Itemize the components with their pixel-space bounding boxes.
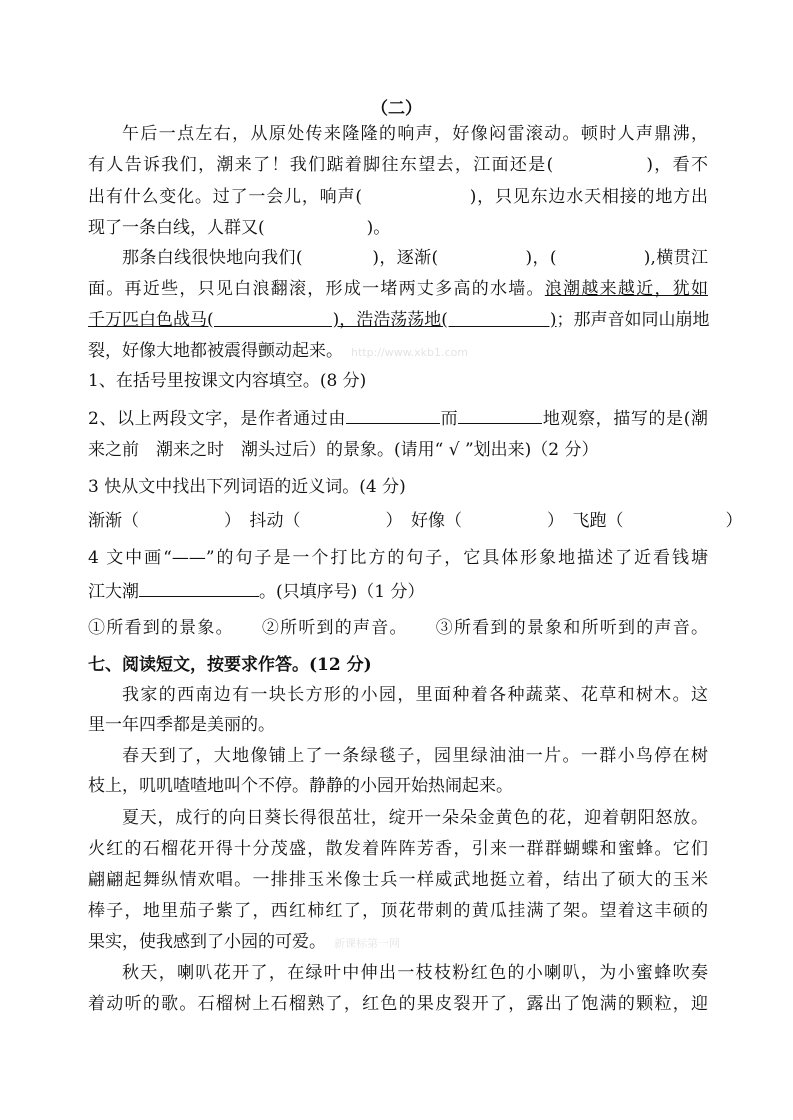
question-4: 4 文中画“——”的句子是一个打比方的句子，它具体形象地描述了近看钱塘 [88, 548, 708, 568]
question-2: 2、以上两段文字，是作者通过由 而 地观察，描写的是(潮 [88, 405, 708, 432]
question-4-cont: 江大潮 。(只填序号)（1 分） [88, 578, 708, 605]
question-2-cont: 来之前 潮来之时 潮头过后）的景象。(请用“ √ ”划出来)（2 分） [88, 440, 599, 460]
question-3-words: 渐渐（ ） 抖动（ ） 好像（ ） 飞跑（ ） [88, 511, 743, 531]
reading-line: 里一年四季都是美丽的。 [88, 715, 275, 735]
reading-line: 枝上，叽叽喳喳地叫个不停。静静的小园开始热闹起来。 [88, 776, 513, 796]
passage-line: 出有什么变化。过了一会儿，响声( )，只见东边水天相接的地方出 [88, 187, 708, 207]
watermark: http://www.xkb1.com [351, 346, 469, 359]
question-1: 1、在括号里按课文内容填空。(8 分) [88, 371, 367, 391]
reading-line: 秋天，喇叭花开了，在绿叶中伸出一枝枝粉红色的小喇叭，为小蜜蜂吹奏 [122, 963, 708, 983]
passage-line: 那条白线很快地向我们( )，逐渐( )，( ),横贯江 [122, 248, 708, 268]
simile-underline: 浪潮越来越近，犹如 [544, 279, 709, 299]
watermark: 新课标第一网 [334, 937, 400, 950]
reading-line: 我家的西南边有一块长方形的小园，里面种着各种蔬菜、花草和树木。这 [122, 685, 708, 705]
reading-line: 夏天，成行的向日葵长得很茁壮，绽开一朵朵金黄色的花，迎着朝阳怒放。 [122, 808, 708, 828]
answer-blank[interactable] [458, 405, 542, 424]
section-title: （二） [371, 99, 422, 119]
reading-line: 火红的石榴花开得十分茂盛，散发着阵阵芳香，引来一群群蝴蝶和蜜蜂。它们 [88, 839, 708, 859]
reading-line: 果实，使我感到了小园的可爱。 新课标第一网 [88, 932, 400, 952]
passage-line: 裂，好像大地都被震得颤动起来。 http://www.xkb1.com [88, 341, 469, 361]
simile-underline: 千万匹白色战马( )，浩浩荡荡地( ) [88, 310, 557, 330]
passage-line: 现了一条白线，人群又( )。 [88, 218, 391, 238]
reading-line: 春天到了，大地像铺上了一条绿毯子，园里绿油油一片。一群小鸟停在树 [122, 746, 708, 766]
passage-line: 千万匹白色战马( )，浩浩荡荡地( )；那声音如同山崩地 [88, 310, 710, 330]
passage-line: 有人告诉我们，潮来了！我们踮着脚往东望去，江面还是( )，看不 [88, 155, 708, 175]
answer-blank[interactable] [346, 405, 440, 424]
reading-line: 翩翩起舞纵情欢唱。一排排玉米像士兵一样威武地挺立着，结出了硕大的玉米 [88, 870, 708, 890]
passage-line: 面。再近些，只见白浪翻滚，形成一堵两丈多高的水墙。浪潮越来越近，犹如 [88, 279, 709, 299]
question-3: 3 快从文中找出下列词语的近义词。(4 分) [88, 477, 406, 497]
reading-line: 着动听的歌。石榴树上石榴熟了，红色的果皮裂开了，露出了饱满的颗粒，迎 [88, 994, 708, 1014]
passage-line: 午后一点左右，从原处传来隆隆的响声，好像闷雷滚动。顿时人声鼎沸， [122, 124, 708, 144]
question-4-options: ①所看到的景象。 ②所听到的声音。 ③所看到的景象和所听到的声音。 [88, 618, 708, 638]
reading-line: 棒子，地里茄子紫了，西红柿红了，顶花带刺的黄瓜挂满了架。望着这丰硕的 [88, 901, 708, 921]
section-7-heading: 七、阅读短文，按要求作答。(12 分) [88, 655, 372, 675]
answer-blank[interactable] [139, 578, 259, 597]
